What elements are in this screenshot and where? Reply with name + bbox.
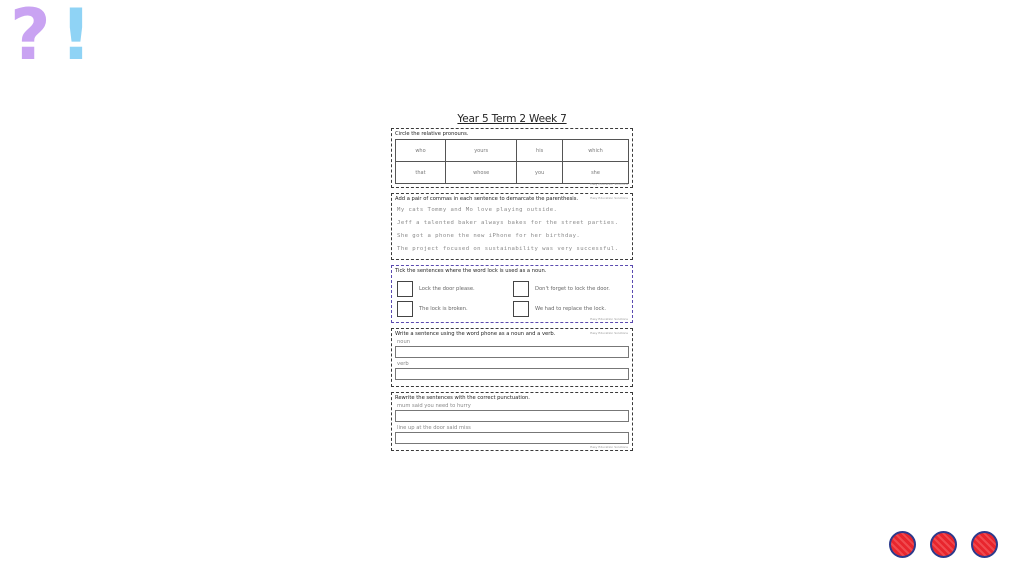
punctuation-prompt: mum said you need to hurry <box>397 403 471 410</box>
table-row <box>396 140 629 162</box>
red-dot-icon <box>889 531 916 558</box>
verb-label: verb <box>397 360 409 367</box>
pronoun-cell[interactable]: which <box>563 140 629 162</box>
section-punctuation <box>391 392 633 451</box>
decorative-dots <box>889 531 998 558</box>
credit-text: Easy Education Solutions <box>590 196 628 201</box>
punctuation-answer-field[interactable] <box>395 432 629 444</box>
tick-label: Don't forget to lock the door. <box>535 285 610 292</box>
section-instruction: Rewrite the sentences with the correct punctuation. <box>395 394 530 401</box>
section-relative-pronouns <box>391 128 633 188</box>
pronoun-cell[interactable]: yours <box>446 140 517 162</box>
section-noun-verb <box>391 328 633 387</box>
tick-label: We had to replace the lock. <box>535 305 607 312</box>
pronoun-cell[interactable]: that <box>396 162 446 184</box>
section-instruction: Add a pair of commas in each sentence to demarcate the parenthesis. <box>395 196 579 203</box>
list-item: My cats Tommy and Mo love playing outside. <box>397 207 558 214</box>
pronoun-cell[interactable]: she <box>563 162 629 184</box>
list-item: The project focused on sustainability was very successful. <box>397 246 619 253</box>
punctuation-prompt: line up at the door said miss <box>397 425 471 432</box>
section-tick-noun <box>391 265 633 322</box>
list-item <box>513 281 629 297</box>
punctuation-answer-field[interactable] <box>395 410 629 422</box>
red-dot-icon <box>930 531 957 558</box>
pronoun-cell[interactable]: you <box>517 162 563 184</box>
list-item <box>397 281 513 297</box>
credit-text: Easy Education Solutions <box>590 316 628 321</box>
tick-label: Lock the door please. <box>419 285 475 292</box>
pronoun-cell[interactable]: who <box>396 140 446 162</box>
pronoun-cell[interactable]: whose <box>446 162 517 184</box>
list-item <box>513 301 629 317</box>
section-parenthesis <box>391 193 633 260</box>
section-instruction: Tick the sentences where the word lock is used as a noun. <box>395 268 547 275</box>
worksheet <box>391 113 633 456</box>
credit-text: Easy Education Solutions <box>590 445 628 450</box>
noun-label: noun <box>397 338 411 345</box>
tick-label: The lock is broken. <box>419 305 468 312</box>
tick-checkbox[interactable] <box>513 281 529 297</box>
tick-checkbox[interactable] <box>513 301 529 317</box>
table-row <box>396 162 629 184</box>
tick-grid <box>395 277 629 319</box>
question-mark-icon: ? <box>10 0 51 76</box>
verb-answer-field[interactable] <box>395 368 629 380</box>
exclamation-mark-icon: ! <box>60 0 92 76</box>
logo-icon <box>10 0 92 84</box>
credit-text: Easy Education Solutions <box>590 182 628 187</box>
tick-checkbox[interactable] <box>397 301 413 317</box>
list-item <box>397 301 513 317</box>
credit-text: Easy Education Solutions <box>590 330 628 335</box>
tick-checkbox[interactable] <box>397 281 413 297</box>
list-item: She got a phone the new iPhone for her birthday. <box>397 233 581 240</box>
section-instruction: Circle the relative pronouns. <box>395 131 469 137</box>
worksheet-title: Year 5 Term 2 Week 7 <box>457 113 567 125</box>
list-item: Jeff a talented baker always bakes for the street parties. <box>397 220 619 227</box>
red-dot-icon <box>971 531 998 558</box>
noun-answer-field[interactable] <box>395 346 629 358</box>
pronoun-cell[interactable]: his <box>517 140 563 162</box>
section-instruction: Write a sentence using the word phone as a noun and a verb. <box>395 330 556 337</box>
